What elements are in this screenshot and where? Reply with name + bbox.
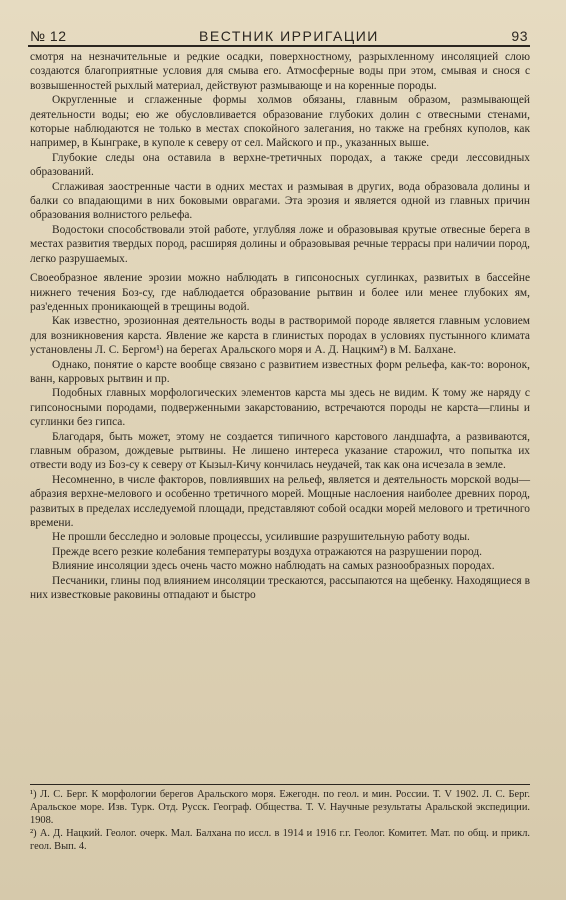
paragraph: Влияние инсоляции здесь очень часто можно наблюдать на самых разнообразных породах. bbox=[52, 560, 495, 573]
body-text bbox=[30, 50, 530, 602]
paragraph: Глубокие следы она оставила в верхне-третичных породах, а также среди лессовидных образований. bbox=[30, 151, 530, 179]
paragraph: Сглаживая заостренные части в одних местах и размывая в других, вода образовала долины и балки со впадающими в них боковыми оврагами. Эта эрозия и является одной из главных причин образования волнистого рельефа. bbox=[30, 180, 530, 222]
footnotes bbox=[30, 788, 530, 853]
footnote-2: ²) А. Д. Нацкий. Геолог. очерк. Мал. Балхана по иссл. в 1914 и 1916 г.г. Геолог. Комитет. Мат. по общ. и прикл. геол. Вып. 4. bbox=[30, 828, 530, 852]
paragraph: Подобных главных морфологических элементов карста мы здесь не видим. К тому же наряду с гипсоносными породами, подверженными закарстованию, встречаются породы не карста—глины и суглинки без гипса. bbox=[30, 387, 530, 429]
paragraph: Округленные и сглаженные формы холмов обязаны, главным образом, размывающей деятельности воды; ею же обусловливается образование глубоких долин с отвесными стенами, которые наблюдаются не только в местах спокойного залегания, но также на гребнях куполов, как например, в Кынграке, в куполе к северу от сел. Майского и пр., указанных выше. bbox=[30, 94, 530, 150]
paragraph: Несомненно, в числе факторов, повлиявших на рельеф, является и деятельность морской воды—абразия верхне-мелового и особенно третичного морей. Мощные наслоения наиболее древних пород, развитых в пределах исследуемой площади, представляют собой осадки морей мелового и третичного времени. bbox=[30, 473, 530, 529]
paragraph: Своеобразное явление эрозии можно наблюдать в гипсоносных суглинках, развитых в бассейне нижнего течения Боз-су, где наблюдается образование рытвин и более или менее глубоких ям, раз'еденных проникающей в трещины водой. bbox=[30, 272, 530, 313]
issue-number: № 12 bbox=[30, 28, 67, 44]
header-rule bbox=[28, 45, 530, 47]
footnote-rule bbox=[30, 784, 530, 785]
paragraph: Прежде всего резкие колебания температуры воздуха отражаются на разрушении пород. bbox=[52, 545, 483, 558]
page-number: 93 bbox=[511, 28, 528, 44]
paragraph: Однако, понятие о карсте вообще связано с развитием известных форм рельефа, как-то: воронок, ванн, карровых рытвин и пр. bbox=[30, 358, 530, 385]
running-header bbox=[30, 22, 528, 44]
journal-title: ВЕСТНИК ИРРИГАЦИИ bbox=[199, 28, 379, 44]
paragraph: Песчаники, глины под влиянием инсоляции трескаются, рассыпаются на щебенку. Находящиеся в них известковые раковины отпадают и быстро bbox=[30, 574, 530, 602]
paragraph: Водостоки способствовали этой работе, углубляя ложе и образовывая крутые отвесные берега в местах развития твердых пород, расширяя долины и образовывая речные террасы при наличии пород, легко разрушаемых. bbox=[30, 223, 530, 265]
paragraph: смотря на незначительные и редкие осадки, поверхностному, разрыхленному инсоляцией слою создаются благоприятные условия для смыва его. Атмосферные воды при этом, смывая и снося с возвышенностей рыхлый материал, действуют размывающе и на коренные породы. bbox=[30, 51, 530, 92]
paragraph: Не прошли бесследно и эоловые процессы, усилившие разрушительную работу воды. bbox=[52, 531, 470, 544]
footnote-1: ¹) Л. С. Берг. К морфологии берегов Аральского моря. Ежегодн. по геол. и мин. России. Т. V 1902. Л. С. Берг. Аральское море. Изв. Турк. Отд. Русск. Географ. Общества. Т. V. Научные результаты Аральской экспедиции. 1908. bbox=[30, 789, 530, 826]
paragraph: Как известно, эрозионная деятельность воды в растворимой породе является главным условием для возникновения карста. Явление же карста в глинистых породах в условиях пустынного климата установлены Л. С. Бергом¹) на берегах Аральского моря и А. Д. Нацким²) в М. Балхане. bbox=[30, 315, 530, 357]
paragraph: Благодаря, быть может, этому не создается типичного карстового ландшафта, а развиваются, главным образом, дождевые рытвины. Не лишено интереса указание старожил, что попытка их отвести воду из Боз-су к северу от Кызыл-Кичу кончилась неудачей, так как она исчезала в земле. bbox=[30, 430, 530, 472]
